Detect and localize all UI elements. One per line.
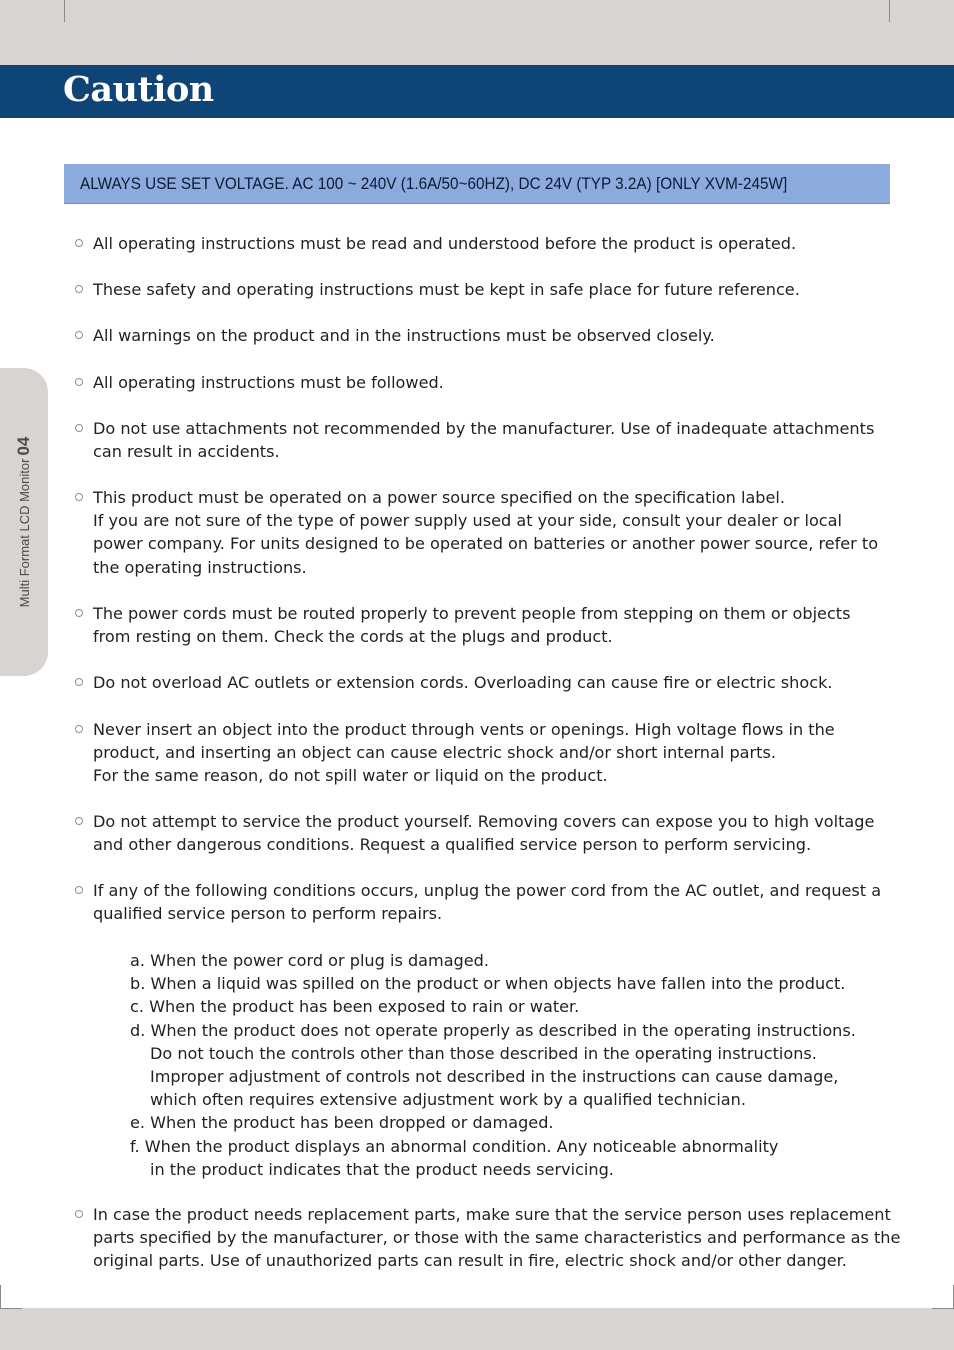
list-item: These safety and operating instructions must be kept in safe place for future reference. <box>93 278 893 301</box>
crop-mark <box>932 1308 954 1309</box>
condition-item: Do not touch the controls other than those described in the operating instructions. <box>150 1043 817 1063</box>
list-item: Do not attempt to service the product yourself. Removing covers can expose you to high voltage and other dangerous conditions. Request a qualified service person to perform servicing. <box>93 810 893 856</box>
list-item: This product must be operated on a power source specified on the specification label. If you are not sure of the type of power supply used at your side, consult your dealer or local power company. For units designed to be operated on batteries or another power source, refer to the operating instructions. <box>93 486 893 579</box>
title-bar <box>0 65 954 118</box>
crop-mark <box>64 0 65 22</box>
bullet-icon <box>75 817 83 825</box>
condition-item: in the product indicates that the product needs servicing. <box>150 1159 614 1179</box>
list-item: Never insert an object into the product through vents or openings. High voltage flows in the product, and inserting an object can cause electric shock and/or short internal parts. For the same reason, do not spill water or liquid on the product. <box>93 718 893 788</box>
bullet-icon <box>75 493 83 501</box>
top-band <box>0 0 954 65</box>
side-tab-label <box>14 437 34 608</box>
crop-mark <box>0 1308 22 1309</box>
list-item: All warnings on the product and in the instructions must be observed closely. <box>93 324 893 347</box>
voltage-banner-text: ALWAYS USE SET VOLTAGE. AC 100 ~ 240V (1.6A/50~60HZ), DC 24V (TYP 3.2A) [ONLY XVM-245W] <box>80 174 788 193</box>
bullet-icon <box>75 609 83 617</box>
condition-item: e. When the product has been dropped or damaged. <box>130 1113 554 1133</box>
bullet-icon <box>75 378 83 386</box>
bullet-icon <box>75 285 83 293</box>
list-item: If any of the following conditions occurs, unplug the power cord from the AC outlet, and request a qualified service person to perform repairs. <box>93 879 893 925</box>
bullet-icon <box>75 725 83 733</box>
condition-item: c. When the product has been exposed to rain or water. <box>130 997 580 1017</box>
bullet-icon <box>75 331 83 339</box>
crop-mark <box>0 1285 1 1308</box>
list-item: The power cords must be routed properly to prevent people from stepping on them or objects from resting on them. Check the cords at the plugs and product. <box>93 602 893 648</box>
list-item: Do not overload AC outlets or extension cords. Overloading can cause fire or electric shock. <box>93 671 893 694</box>
bullet-icon <box>75 239 83 247</box>
bullet-icon <box>75 678 83 686</box>
conditions-list <box>130 949 890 1181</box>
page-number: 04 <box>14 436 33 456</box>
condition-item: a. When the power cord or plug is damaged. <box>130 951 490 970</box>
crop-mark <box>889 0 890 22</box>
page-title: Caution <box>63 69 214 110</box>
list-item: All operating instructions must be followed. <box>93 371 893 394</box>
bottom-band <box>0 1308 954 1350</box>
bullet-icon <box>75 886 83 894</box>
list-item: Do not use attachments not recommended by the manufacturer. Use of inadequate attachments can result in accidents. <box>93 417 893 463</box>
list-item: All operating instructions must be read and understood before the product is operated. <box>93 232 893 255</box>
condition-item: f. When the product displays an abnormal condition. Any noticeable abnormality <box>130 1136 779 1156</box>
condition-item: b. When a liquid was spilled on the product or when objects have fallen into the product. <box>130 974 846 994</box>
product-name: Multi Format LCD Monitor <box>17 458 32 608</box>
condition-item: which often requires extensive adjustment work by a qualified technician. <box>150 1090 746 1110</box>
bullet-icon <box>75 424 83 432</box>
bullet-icon <box>75 1210 83 1218</box>
list-item: In case the product needs replacement parts, make sure that the service person uses replacement parts specified by the manufacturer, or those with the same characteristics and performance as the original parts. Use of unauthorized parts can result in fire, electric shock and/or other danger. <box>93 1203 893 1273</box>
condition-item: Improper adjustment of controls not described in the instructions can cause damage, <box>150 1067 839 1087</box>
condition-item: d. When the product does not operate properly as described in the operating instructions. <box>130 1020 856 1040</box>
voltage-banner <box>64 164 890 204</box>
